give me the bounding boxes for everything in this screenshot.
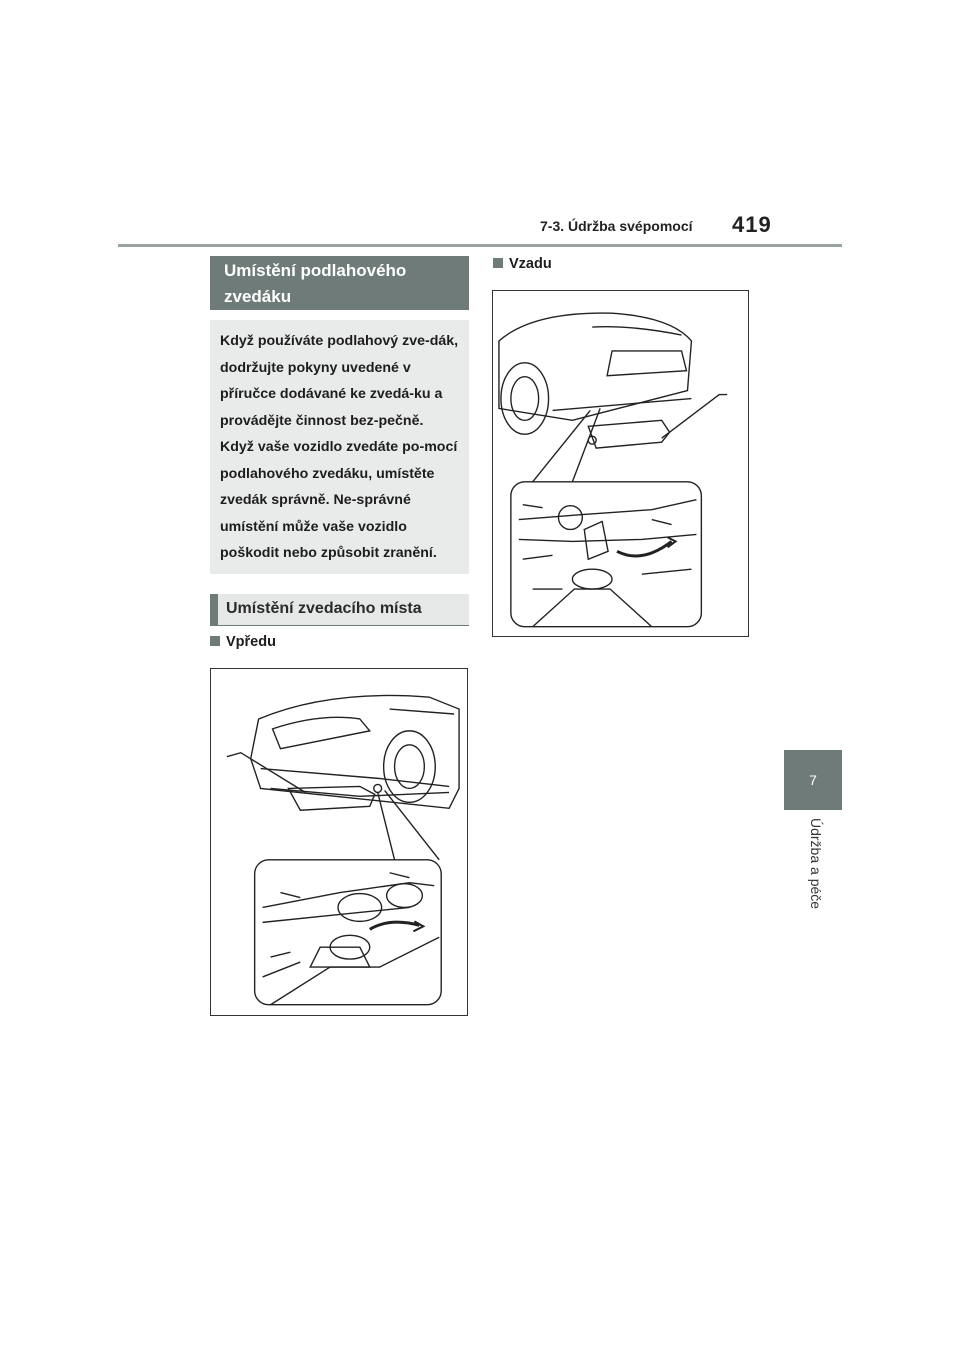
chapter-number: 7 <box>809 772 817 788</box>
chapter-title: Údržba a péče <box>808 818 824 910</box>
square-bullet-icon <box>493 258 503 268</box>
rear-label-text: Vzadu <box>509 256 552 272</box>
header-section-title: 7-3. Údržba svépomocí <box>540 218 693 234</box>
front-car-jack-drawing <box>211 669 467 1015</box>
page-number: 419 <box>732 212 772 237</box>
rear-label <box>493 256 552 272</box>
rear-jack-illustration <box>492 290 749 637</box>
rear-car-jack-drawing <box>493 291 748 636</box>
section-heading-jack-point: Umístění zvedacího místa <box>210 594 469 626</box>
square-bullet-icon <box>210 636 220 646</box>
chapter-tab[interactable] <box>784 750 842 810</box>
notice-box: Když používáte podlahový zve-dák, dodržujte pokyny uvedené v příručce dodávané ke zvedá-ku a provádějte činnost bez-pečně. Když vaše vozidlo zvedáte po-mocí podlahového zvedáku, umístěte zvedák správně. Ne-správné umístění může vaše vozidlo poškodit nebo způsobit zranění. <box>210 320 469 574</box>
front-jack-illustration <box>210 668 468 1016</box>
section-heading-jack-placement: Umístění podlahového zvedáku <box>210 256 469 310</box>
front-label <box>210 634 276 650</box>
front-label-text: Vpředu <box>226 634 276 650</box>
header-divider <box>118 244 842 247</box>
